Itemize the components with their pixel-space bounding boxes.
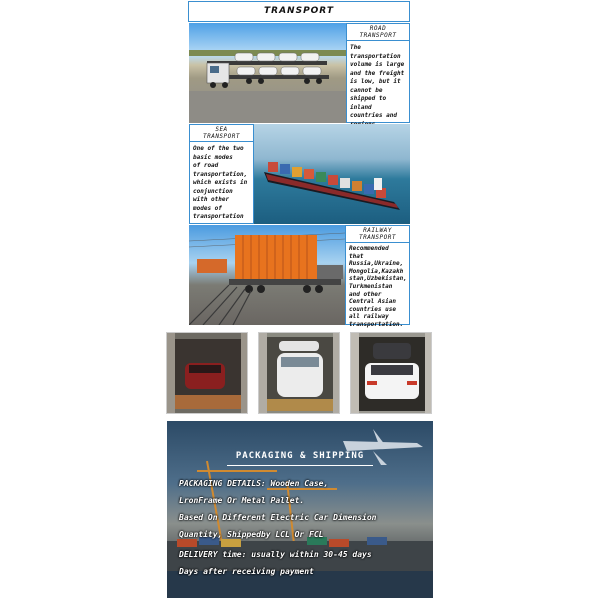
sea-transport-card: [189, 124, 254, 224]
sea-transport-heading: SEA TRANSPORT: [190, 125, 253, 142]
railway-transport-heading: RAILWAY TRANSPORT: [346, 226, 409, 243]
road-transport-description: The transportation volume is large and the freight is low, but it cannot be shipped to inland countries and: [350, 44, 405, 119]
packaging-dimension-line: Based On Different Electric Car Dimension: [179, 513, 377, 522]
railway-transport-description: Recommended that Russia,Ukraine, Mongolia,Kazakh stan,Uzbekistan, Turkmenistan and other Central Asian countries use all railway transportation.: [349, 245, 407, 328]
railway-transport-card: [345, 225, 410, 328]
packaging-details-line: PACKAGING DETAILS: Wooden Case,: [179, 479, 329, 488]
container-photo-white-car: [258, 332, 340, 414]
sea-transport-description: One of the two basic modes of road transportation, which exists in conjunction with other modes of transportation: [193, 145, 248, 220]
title-underline: [227, 465, 373, 466]
page-title: TRANSPORT: [188, 1, 410, 22]
road-transport-card: [346, 23, 410, 123]
car-carrier-truck-image: [189, 23, 346, 123]
container-photo-red-car: [166, 332, 248, 414]
railway-container-train-image: [189, 225, 345, 325]
railway-transport-photo: [189, 225, 345, 325]
road-transport-photo: [189, 23, 346, 123]
container-photo-white-suv: [350, 332, 432, 414]
delivery-payment-line: Days after receiving payment: [179, 567, 314, 576]
packaging-quantity-line: Quantity, Shippedby LCL Or FCL: [179, 530, 324, 539]
packaging-shipping-panel: [167, 421, 433, 598]
packaging-shipping-title: PACKAGING & SHIPPING: [235, 451, 365, 461]
delivery-time-line: DELIVERY time: usually within 30-45 days: [179, 550, 372, 559]
road-transport-heading: ROAD TRANSPORT: [347, 24, 409, 41]
container-ship-image: [254, 124, 410, 224]
packaging-material-line: LronFrame Or Metal Pallet.: [179, 496, 305, 505]
sea-transport-photo: [254, 124, 410, 224]
